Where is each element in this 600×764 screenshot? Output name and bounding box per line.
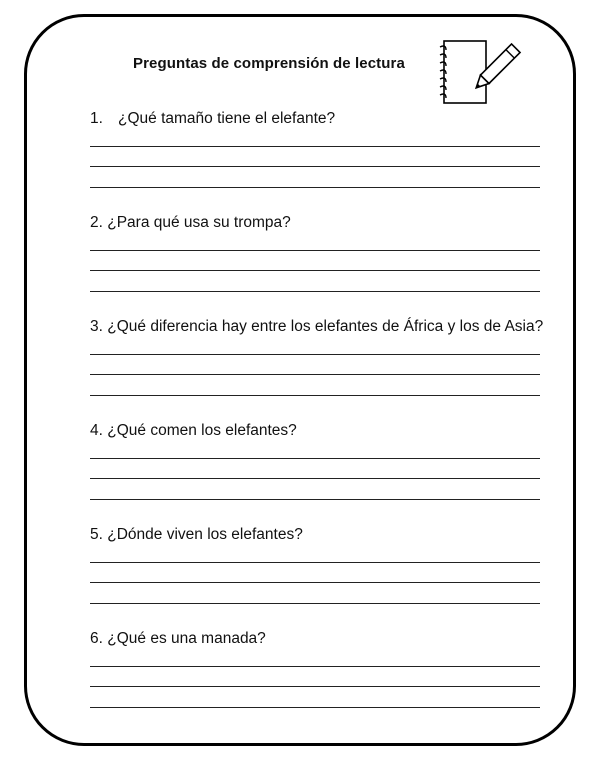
answer-line[interactable] <box>90 187 540 188</box>
answer-line[interactable] <box>90 499 540 500</box>
answer-line[interactable] <box>90 458 540 459</box>
question-5 <box>90 526 542 544</box>
answer-line[interactable] <box>90 270 540 271</box>
question-1 <box>90 110 542 128</box>
question-text: ¿Qué comen los elefantes? <box>107 422 297 439</box>
question-text: ¿Dónde viven los elefantes? <box>107 526 303 543</box>
question-number: 2. <box>90 214 103 231</box>
answer-line[interactable] <box>90 478 540 479</box>
answer-line[interactable] <box>90 166 540 167</box>
question-text: ¿Para qué usa su trompa? <box>107 214 291 231</box>
question-number: 4. <box>90 422 103 439</box>
answer-line[interactable] <box>90 707 540 708</box>
question-2 <box>90 214 542 232</box>
answer-line[interactable] <box>90 395 540 396</box>
answer-line[interactable] <box>90 354 540 355</box>
answer-line[interactable] <box>90 374 540 375</box>
worksheet-title: Preguntas de comprensión de lectura <box>133 55 405 72</box>
question-3 <box>90 318 542 336</box>
answer-line[interactable] <box>90 291 540 292</box>
question-number: 5. <box>90 526 103 543</box>
answer-line[interactable] <box>90 666 540 667</box>
answer-line[interactable] <box>90 686 540 687</box>
answer-line[interactable] <box>90 250 540 251</box>
question-6 <box>90 630 542 648</box>
answer-line[interactable] <box>90 603 540 604</box>
answer-line[interactable] <box>90 582 540 583</box>
answer-line[interactable] <box>90 146 540 147</box>
question-number: 1. <box>90 110 103 127</box>
question-number: 3. <box>90 318 103 335</box>
question-4 <box>90 422 542 440</box>
question-text: ¿Qué tamaño tiene el elefante? <box>118 110 336 127</box>
question-text: ¿Qué es una manada? <box>107 630 266 647</box>
notebook-pencil-icon <box>436 38 524 108</box>
question-number: 6. <box>90 630 103 647</box>
answer-line[interactable] <box>90 562 540 563</box>
question-text: ¿Qué diferencia hay entre los elefantes de África y los de Asia? <box>107 318 544 335</box>
